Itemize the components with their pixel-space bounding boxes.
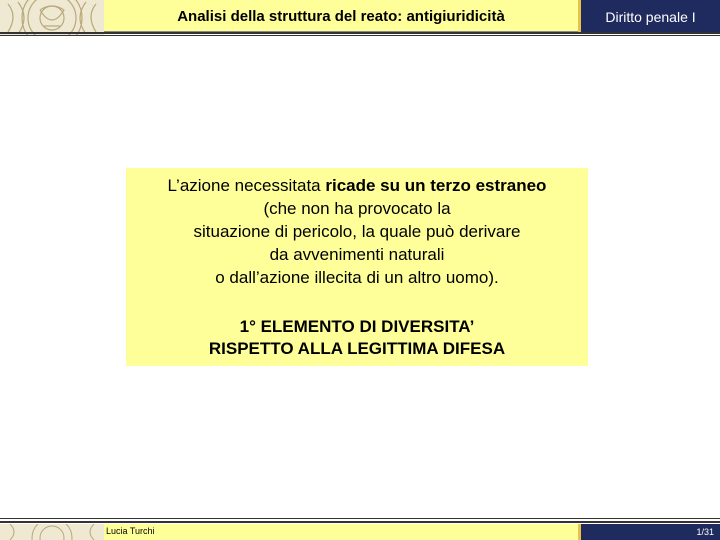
page-number: 1/31 [696,527,714,537]
key-point-line-1: 1° ELEMENTO DI DIVERSITA’ [239,317,475,336]
header-divider-thin [0,35,720,36]
header-divider [0,32,720,34]
page-badge [578,524,720,540]
university-seal-icon [0,0,104,36]
slide-footer [0,514,720,540]
text-line-1-prefix: L’azione necessitata [167,176,326,195]
text-line-2: (che non ha provocato la [263,199,451,218]
course-badge [578,0,720,32]
footer-divider-thin [0,518,720,519]
footer-bar [104,524,578,540]
main-text [126,174,588,289]
content-callout [126,168,588,366]
text-line-3: situazione di pericolo, la quale può derivare [193,222,521,241]
course-name: Diritto penale I [605,9,696,25]
text-line-4: da avvenimenti naturali [269,245,445,264]
slide-title: Analisi della struttura del reato: antigiuridicità [177,8,505,25]
university-seal-icon [0,524,104,540]
slide-header [0,0,720,36]
footer-divider [0,521,720,523]
title-bar [104,0,578,32]
key-point [126,316,588,360]
text-line-5: o dall’azione illecita di un altro uomo). [215,268,499,287]
author-name: Lucia Turchi [106,526,155,536]
text-line-1-emphasis: ricade su un terzo estraneo [325,176,547,195]
key-point-line-2: RISPETTO ALLA LEGITTIMA DIFESA [208,339,506,358]
text-line-1 [126,174,588,197]
